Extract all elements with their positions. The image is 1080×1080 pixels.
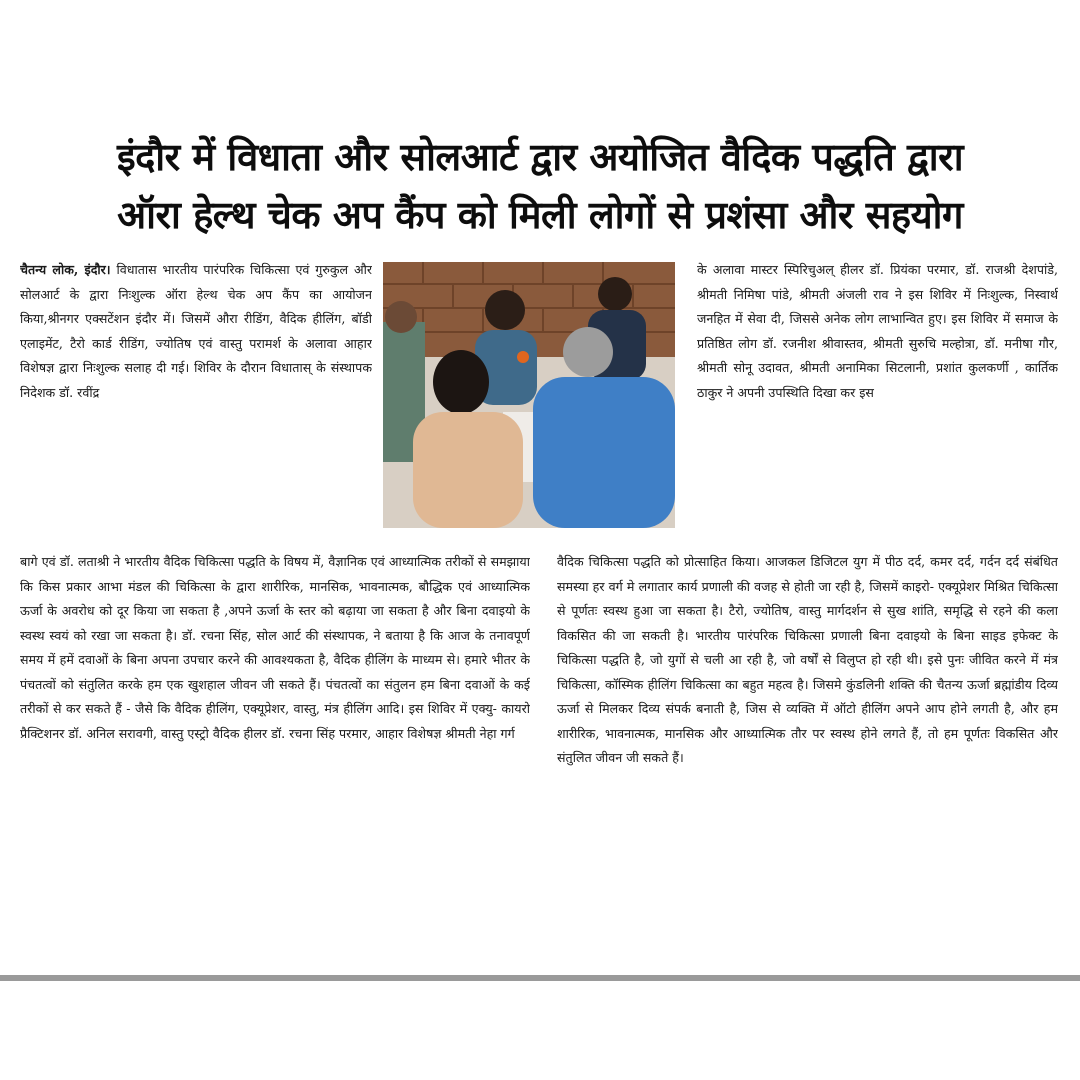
photo-person-blue-shirt <box>533 377 675 528</box>
photo-person-back <box>413 412 523 528</box>
article-photo <box>383 262 675 528</box>
article-text-top-right: के अलावा मास्टर स्पिरिचुअल् हीलर डॉ. प्रियंका परमार, डॉ. राजश्री देशपांडे, श्रीमती निमिषा पांडे, श्रीमती अंजली राव ने इस शिविर में निःशुल्क, निस्वार्थ जनहित में सेवा दी, जिससे अनेक लोग लाभान्वित हुए। इस शिविर में समाज के प्रतिष्ठित लोग डॉ. रजनीश श्रीवास्तव, श्रीमती सुरुचि मल्होत्रा, डॉ. मनीषा गौर, श्रीमती सोनू उदावत, श्रीमती अनामिका सिटलानी, प्रशांत कुलकर्णी , कार्तिक ठाकुर ने अपनी उपस्थिति दिखा कर इस <box>697 262 1058 400</box>
article-byline: चैतन्य लोक, इंदौर। <box>20 262 111 277</box>
headline-line-1: इंदौर में विधाता और सोलआर्ट द्वार अयोजित वैदिक पद्धति द्वारा <box>116 135 964 179</box>
headline-line-2: ऑरा हेल्थ चेक अप कैंप को मिली लोगों से प्रशंसा और सहयोग <box>117 193 963 237</box>
bottom-rule <box>0 975 1080 981</box>
article-text-bottom-right: वैदिक चिकित्सा पद्धति को प्रोत्साहित किया। आजकल डिजिटल युग में पीठ दर्द, कमर दर्द, गर्दन दर्द संबंधित समस्या हर वर्ग मे लगातार कार्य प्रणाली की वजह से होती जा रही है, जिसमें काइरो- एक्यूप्रेशर मिश्रित चिकित्सा से पूर्णतः स्वस्थ हुआ जा सकता है। टैरो, ज्योतिष, वास्तु मार्गदर्शन से सुख शांति, समृद्धि से रहने की कला विकसित की जा सकती है। भारतीय पारंपरिक चिकित्सा प्रणाली बिना दवाइयो के बिना साइड इफेक्ट के चिकित्सा पद्धति है, जो युगों से चली आ रही है, जो वर्षों से विलुप्त हो रही थी। इसे पुनः जीवित करने में मंत्र चिकित्सा, कॉस्मिक हीलिंग चिकित्सा का बहुत महत्व है। जिसमे कुंडलिनी शक्ति की चैतन्य ऊर्जा ब्रह्मांडीय दिव्य ऊर्जा से मिलकर दिव्य संपर्क बनाती है, जिस से व्यक्ति में ऑटो हीलिंग अपने आप होने लगती है, और हम शारीरिक, भावनात्मक, मानसिक और आध्यात्मिक तौर पर स्वस्थ होने लगते हैं, तो हम पूर्णतः विकसित और संतुलित जीवन जी सकते हैं। <box>557 554 1058 765</box>
article-column-top-left <box>20 258 372 552</box>
article-column-top-right <box>697 258 1058 552</box>
article-text-top-left: विधातास भारतीय पारंपरिक चिकित्सा एवं गुरुकुल और सोलआर्ट के द्वारा निःशुल्क ऑरा हेल्थ चेक अप कैंप का आयोजन किया,श्रीनगर एक्सटेंशन इंदौर में। जिसमें औरा रीडिंग, वैदिक हीलिंग, बॉडी एलाइमेंट, टैरो कार्ड रीडिंग, ज्योतिष एवं वास्तु परामर्श के अलावा आहार विशेषज्ञ द्वारा निःशुल्क सलाह दी गई। शिविर के दौरान विधातास् के संस्थापक निदेशक डॉ. रवींद्र <box>20 262 372 400</box>
article-text-bottom-left: बागे एवं डॉ. लताश्री ने भारतीय वैदिक चिकित्सा पद्धति के विषय में, वैज्ञानिक एवं आध्यात्मिक तरीकों से समझाया कि किस प्रकार आभा मंडल की चिकित्सा के द्वारा शारीरिक, मानसिक, भावनात्मक, बौद्धिक एवं आध्यात्मिक ऊर्जा के अवरोध को दूर किया जा सकता है ,अपने ऊर्जा के स्तर को बढ़ाया जा सकता है और बिना दवाइयो के स्वस्थ स्वयं को रखा जा सकता है। डॉ. रचना सिंह, सोल आर्ट की संस्थापक, ने बताया है कि आज के तनावपूर्ण समय में हमें दवाओं के बिना अपना उपचार करने की आवश्यकता है, वैदिक हीलिंग के माध्यम से। हमारे भीतर के पंचतत्वों को संतुलित करके हम एक खुशहाल जीवन जी सकते हैं। पंचतत्वों का संतुलन हम बिना दवाओं के कई तरीकों से कर सकते हैं - जैसे कि वैदिक हीलिंग, एक्यूप्रेशर, वास्तु, मंत्र हीलिंग आदि। इस शिविर में एक्यु- कायरो प्रैक्टिशनर डॉ. अनिल सरावगी, वास्तु एस्ट्रो वैदिक हीलर डॉ. रचना सिंह परमार, आहार विशेषज्ञ श्रीमती नेहा गर्ग <box>20 554 530 741</box>
article-column-bottom-left <box>20 550 530 970</box>
article-column-bottom-right <box>557 550 1058 970</box>
